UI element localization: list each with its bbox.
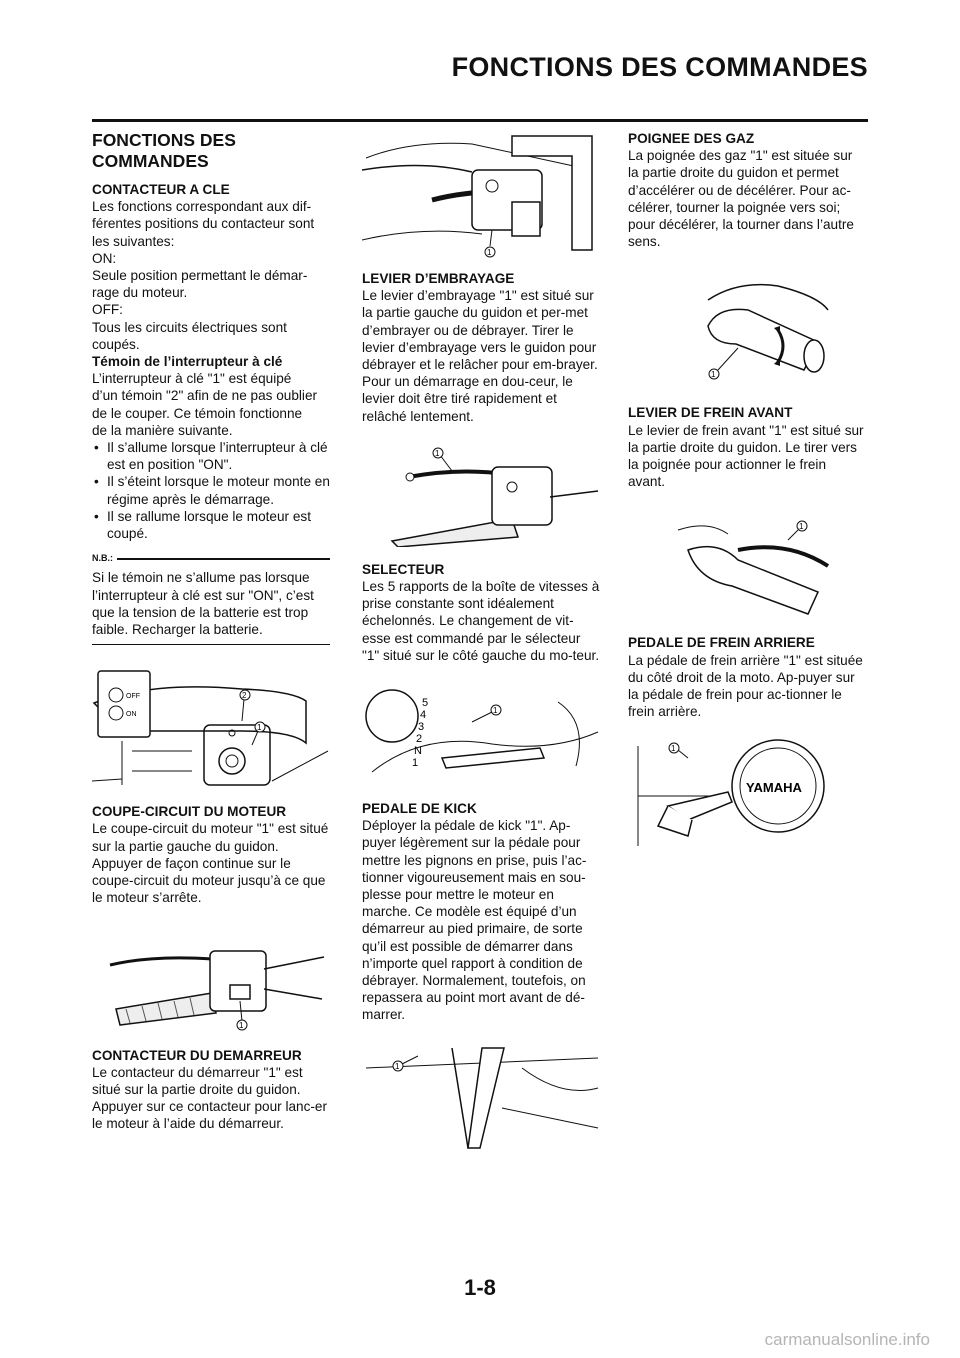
- page-number: 1-8: [464, 1275, 496, 1300]
- callout-2: 2: [242, 691, 247, 701]
- gear-5: 5: [422, 697, 429, 710]
- column-1: [92, 130, 330, 1133]
- kill-switch-illustration: [92, 929, 330, 1033]
- line: d’un témoin "2" afin de ne pas oublier: [92, 388, 318, 404]
- front-brake-illustration: [628, 510, 866, 620]
- clutch-lever-illustration: [362, 130, 600, 262]
- line: Seule position permettant le démar-: [92, 268, 308, 284]
- note-rule: [117, 558, 330, 560]
- line: les suivantes:: [92, 233, 175, 249]
- heading-gaz: POIGNEE DES GAZ: [628, 131, 755, 146]
- kick-pedal-illustration: [362, 1038, 600, 1162]
- gear-n: N: [414, 745, 422, 758]
- gear-4: 4: [420, 709, 427, 722]
- line: de le couper. Ce témoin fonctionne: [92, 405, 303, 421]
- line: rage du moteur.: [92, 285, 188, 301]
- callout-1: 1: [711, 370, 716, 380]
- page-header-title: FONCTIONS DES COMMANDES: [451, 52, 868, 82]
- paragraph: Le levier de frein avant "1" est situé sur la partie droite du guidon. Le tirer vers la poignée pour actionner le frein avant.: [628, 422, 864, 490]
- note-label: N.B.:: [92, 553, 113, 564]
- header-rule: [92, 119, 868, 122]
- callout-1: 1: [799, 522, 804, 532]
- list-item: • Il se rallume lorsque le moteur est coupé.: [92, 508, 330, 542]
- section-title: FONCTIONS DES COMMANDES: [92, 130, 236, 171]
- column-2: [362, 130, 600, 1176]
- yamaha-logo: YAMAHA: [746, 780, 802, 796]
- watermark: carmanualsonline.info: [764, 1330, 930, 1349]
- list-item: • Il s’éteint lorsque le moteur monte en régime après le démarrage.: [92, 473, 330, 507]
- paragraph: La pédale de frein arrière "1" est située du côté droit de la moto. Ap-puyer sur la pédale de frein pour ac-tionner le frein arrière.: [628, 652, 863, 720]
- callout-1: 1: [239, 1020, 244, 1030]
- line: Tous les circuits électriques sont: [92, 319, 287, 335]
- key-switch-illustration: [92, 661, 330, 789]
- paragraph: Le coupe-circuit du moteur "1" est situé sur la partie gauche du guidon. Appuyer de façon continue sur le coupe-circuit du moteur jusqu’à ce que le moteur s’arrête.: [92, 821, 329, 906]
- heading-kick: PEDALE DE KICK: [362, 801, 477, 817]
- heading-embrayage: LEVIER D’EMBRAYAGE: [362, 271, 515, 286]
- callout-1: 1: [487, 248, 492, 257]
- note-text: Si le témoin ne s’allume pas lorsque l’interrupteur à clé est sur "ON", c’est que la tension de la batterie est trop faible. Recharger la batterie.: [92, 570, 314, 638]
- line: férentes positions du contacteur sont: [92, 216, 315, 232]
- heading-frein-arriere: PEDALE DE FREIN ARRIERE: [628, 635, 815, 651]
- heading-temoin: Témoin de l’interrupteur à clé: [92, 354, 283, 370]
- line: Les fonctions correspondant aux dif-: [92, 199, 312, 215]
- list-item: • Il s’allume lorsque l’interrupteur à clé est en position "ON".: [92, 439, 330, 473]
- callout-1: 1: [493, 706, 498, 716]
- paragraph: La poignée des gaz "1" est située sur la partie droite du guidon et permet d’accélérer ou de décélérer. Pour ac-célérer, tourner la poignée vers soi; pour décélérer, la tourner dans l’autre sens.: [628, 148, 854, 250]
- throttle-illustration: [628, 270, 866, 390]
- gear-3: 3: [418, 721, 425, 734]
- line: ON:: [92, 250, 117, 266]
- key-off-label: OFF: [126, 693, 140, 701]
- bullet-list: [92, 439, 330, 542]
- gear-2: 2: [416, 733, 423, 746]
- paragraph: Le contacteur du démarreur "1" est situé sur la partie droite du guidon. Appuyer sur ce contacteur pour lanc-er le moteur à l’aide du démarreur.: [92, 1064, 327, 1132]
- line: de la manière suivante.: [92, 422, 233, 438]
- paragraph: Les 5 rapports de la boîte de vitesses à prise constante sont idéalement échelonnés. Le changement de vit-esse est commandé par le sélecteur "1" situé sur le côté gauche du mo-teur.: [362, 579, 600, 663]
- callout-1: 1: [435, 448, 440, 458]
- line: L’interrupteur à clé "1" est équipé: [92, 371, 292, 387]
- heading-demarreur: CONTACTEUR DU DEMARREUR: [92, 1047, 302, 1063]
- gear-1: 1: [412, 757, 419, 770]
- paragraph: Le levier d’embrayage "1" est situé sur la partie gauche du guidon et per-met d’embrayer ou de débrayer. Tirer le levier d’embrayage vers le guidon pour débrayer et le relâcher pour em-brayer. Pour un démarrage en dou-ceur, le levier doit être tiré rapidement et relâché lentement.: [362, 288, 598, 424]
- heading-frein-avant: LEVIER DE FREIN AVANT: [628, 405, 793, 421]
- key-on-label: ON: [126, 711, 137, 719]
- callout-1: 1: [671, 744, 676, 754]
- rear-brake-illustration: [628, 736, 866, 860]
- line: OFF:: [92, 302, 123, 318]
- paragraph: Déployer la pédale de kick "1". Ap-puyer légèrement sur la pédale pour mettre les pignons en prise, puis l’ac-tionner vigoureusement mais en sou-plesse pour mettre le moteur en marche. Ce modèle est équipé d’un démarreur au pied primaire, de sorte qu’il est possible de démarrer dans n’importe quel rapport à condition de débrayer. Normalement, toutefois, on repassera au point mort avant de dé-marrer.: [362, 818, 587, 1023]
- callout-1: 1: [257, 723, 262, 733]
- column-3: [628, 130, 866, 874]
- line: coupés.: [92, 336, 140, 352]
- callout-1: 1: [395, 1061, 400, 1071]
- heading-selecteur: SELECTEUR: [362, 561, 445, 577]
- heading-coupe-circuit: COUPE-CIRCUIT DU MOTEUR: [92, 804, 287, 820]
- clutch-lever-detail-illustration: [362, 447, 600, 547]
- note-box: [92, 550, 330, 645]
- shift-pedal-illustration: [362, 682, 600, 786]
- heading-contacteur-cle: CONTACTEUR A CLE: [92, 182, 230, 197]
